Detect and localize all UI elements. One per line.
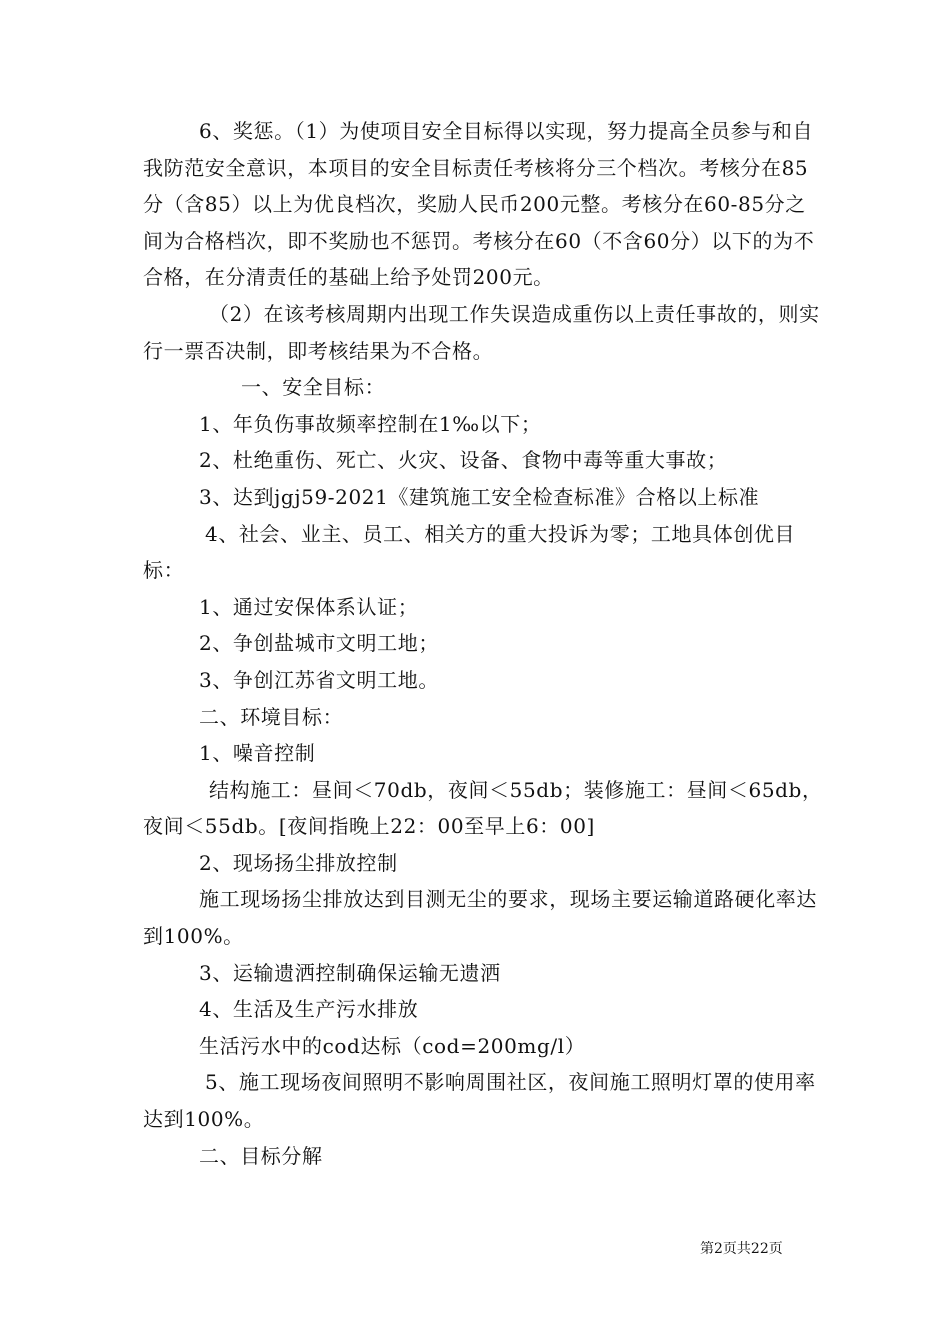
list-item: 4、生活及生产污水排放 [199,997,419,1022]
list-item: 1、噪音控制 [199,741,316,766]
list-item: 1、通过安保体系认证； [199,594,419,619]
heading-goal-breakdown: 二、目标分解 [199,1143,323,1168]
list-item: 3、达到jgj59-2021《建筑施工安全检查标准》合格以上标准 [199,484,760,509]
paragraph-veto-rule: （2）在该考核周期内出现工作失误造成重伤以上责任事故的，则实行一票否决制，即考核结果为不合格。 [143,301,820,363]
page-number: 第2页共22页 [700,1241,783,1257]
list-item: 2、现场扬尘排放控制 [199,850,398,875]
list-item: 3、运输遗洒控制确保运输无遗洒 [199,960,501,985]
list-item: 3、争创江苏省文明工地。 [199,667,439,692]
list-item: 2、争创盐城市文明工地； [199,631,439,656]
paragraph-night-lighting: 5、施工现场夜间照明不影响周围社区，夜间施工照明灯罩的使用率达到100%。 [143,1070,816,1132]
list-item: 1、年负伤事故频率控制在1‰以下； [199,411,542,436]
paragraph-sewage: 生活污水中的cod达标（cod=200mg/l） [199,1033,586,1058]
paragraph-noise-limits: 结构施工：昼间＜70db，夜间＜55db；装修施工：昼间＜65db，夜间＜55db。[夜间指晚上22：00至早上6：00] [143,777,823,839]
heading-safety-goals: 一、安全目标： [241,375,386,400]
paragraph-dust-control: 施工现场扬尘排放达到目测无尘的要求，现场主要运输道路硬化率达到100%。 [143,887,817,949]
heading-environment-goals: 二、环境目标： [199,704,344,729]
document-body [143,113,823,1174]
list-item: 2、杜绝重伤、死亡、火灾、设备、食物中毒等重大事故； [199,448,728,473]
list-item: 4、社会、业主、员工、相关方的重大投诉为零；工地具体创优目标： [143,521,796,583]
paragraph-rewards-penalties: 6、奖惩。（1）为使项目安全目标得以实现，努力提高全员参与和自我防范安全意识，本项目的安全目标责任考核将分三个档次。考核分在85分（含85）以上为优良档次，奖励人民币200元整。考核分在60-85分之间为合格档次，即不奖励也不惩罚。考核分在60（不含60分）以下的为不合格，在分清责任的基础上给予处罚200元。 [143,119,815,290]
